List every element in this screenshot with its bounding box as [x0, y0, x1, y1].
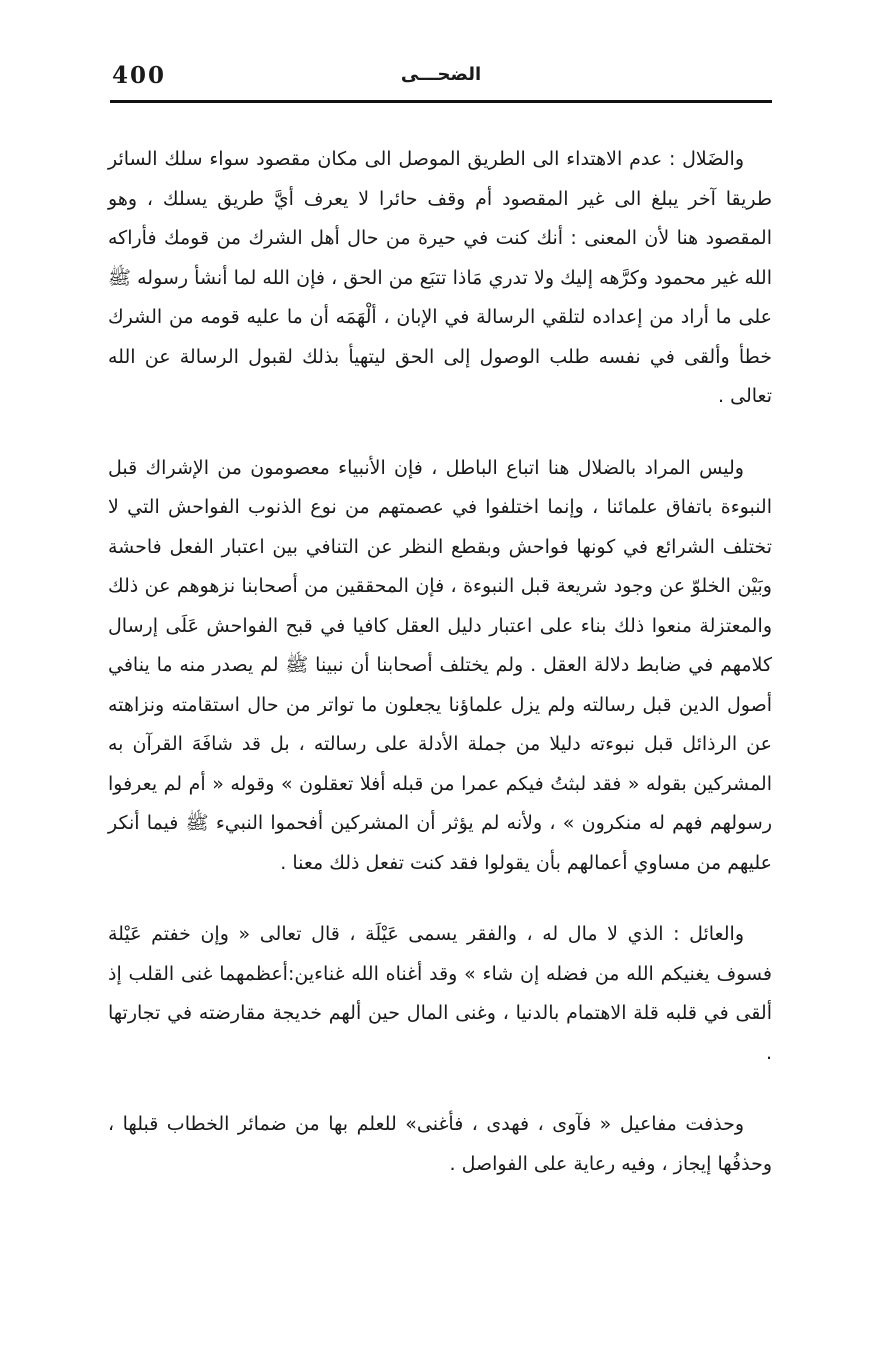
paragraph-misguidance-definition: والضَلال : عدم الاهتداء الى الطريق الموصل الى مكان مقصود سواء سلك السائر طريقا آخر يبلغ الى غير المقصود أم وقف حائرا لا يعرف أيَّ طريق يسلك ، وهو المقصود هنا لأن المعنى : أنك كنت في حيرة من حال أهل الشرك من قومك فأراكه الله غير محمود وكرَّهه إليك ولا تدري مَاذا تتبَع من الحق ، فإن الله لما أنشأ رسوله ﷺ على ما أراد من إعداده لتلقي الرسالة في الإبان ، ألْهَمَه أن ما عليه قومه من الشرك خطأ وألقى في نفسه طلب الوصول إلى الحق ليتهيأ بذلك لقبول الرسالة عن الله تعالى .: [108, 148, 772, 407]
header-rule: [110, 100, 772, 103]
running-title: الضحـــى: [400, 64, 482, 85]
paragraph-poverty-definition: والعائل : الذي لا مال له ، والفقر يسمى عَيْلَة ، قال تعالى « وإن خفتم عَيْلة فسوف يغنيكم الله من فضله إن شاء » وقد أغناه الله غناءين:أعظمهما غنى القلب إذ ألقى في قلبه قلة الاهتمام بالدنيا ، وغنى المال حين ألهم خديجة مقارضته في تجارتها .: [108, 923, 772, 1064]
page-number: 400: [112, 62, 167, 89]
paragraph-prophetic-infallibility: وليس المراد بالضلال هنا اتباع الباطل ، فإن الأنبياء معصومون من الإشراك قبل النبوءة باتفاق علمائنا ، وإنما اختلفوا في عصمتهم من نوع الذنوب الفواحش التي لا تختلف الشرائع في كونها فواحش وبقطع النظر عن التنافي بين اعتبار الفعل فاحشة وبَيْن الخلوّ عن وجود شريعة قبل النبوءة ، فإن المحققين من أصحابنا نزهوهم عن ذلك والمعتزلة منعوا ذلك بناء على اعتبار دليل العقل كافيا في قبح الفواحش عَلَى إرسال كلامهم في ضابط دلالة العقل . ولم يختلف أصحابنا أن نبينا ﷺ لم يصدر منه ما ينافي أصول الدين قبل رسالته ولم يزل علماؤنا يجعلون ما تواتر من حال استقامته ونزاهته عن الرذائل قبل نبوءته دليلا من جملة الأدلة على رسالته ، بل قد شافَهَ القرآن به المشركين بقوله « فقد لبثتُ فيكم عمرا من قبله أفلا تعقلون » وقوله « أم لم يعرفوا رسولهم فهم له منكرون » ، ولأنه لم يؤثر أن المشركين أفحموا النبيء ﷺ فيما أنكر عليهم من مساوي أعمالهم بأن يقولوا فقد كنت تفعل ذلك معنا .: [108, 456, 772, 874]
paragraph-omitted-objects: وحذفت مفاعيل « فآوى ، فهدى ، فأغنى» للعلم بها من ضمائر الخطاب قبلها ، وحذفُها إيجاز ، وفيه رعاية على الفواصل .: [108, 1113, 772, 1175]
page-body: [108, 140, 772, 1184]
page-header: [110, 58, 772, 98]
